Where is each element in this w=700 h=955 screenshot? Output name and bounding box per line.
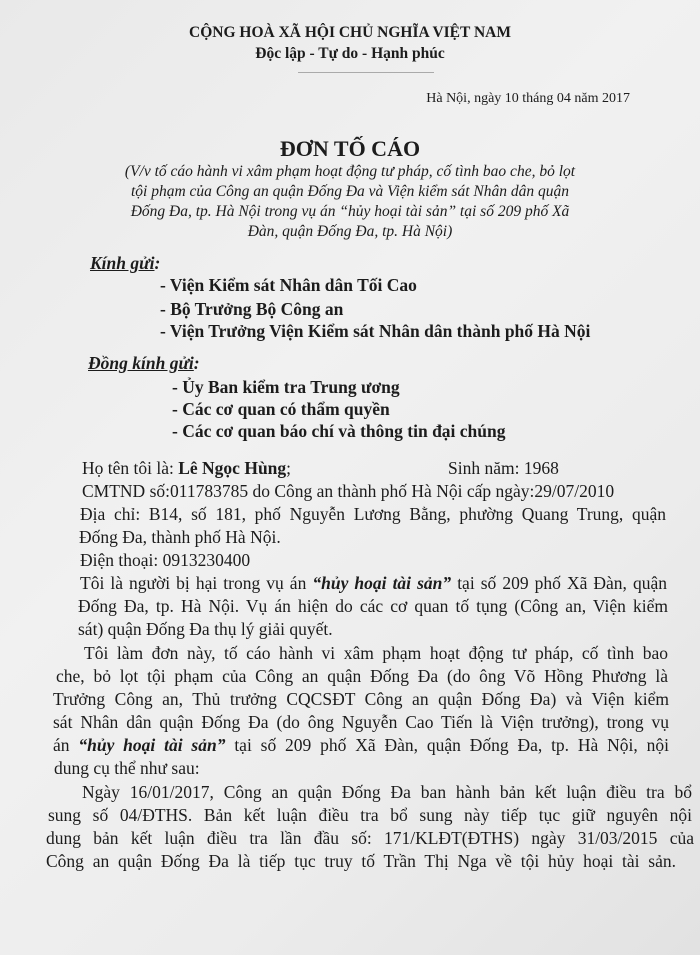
body-line: Công an quận Đống Đa là tiếp tục truy tố Trần Thị Nga về tội hủy hoại tài sản. — [46, 851, 676, 871]
phone-line: Điện thoại: 0913230400 — [80, 550, 251, 570]
recipient-item: - Viện Kiểm sát Nhân dân Tối Cao — [160, 275, 417, 295]
cc-label: Đồng kính gửi: — [88, 353, 200, 373]
body-line: Trưởng Công an, Thủ trưởng CQCSĐT Công an quận Đống Đa) và Viện kiểm — [53, 689, 669, 709]
subtitle-line: (V/v tố cáo hành vi xâm phạm hoạt động tư pháp, cố tình bao che, bỏ lọt — [124, 163, 576, 180]
recipient-item: - Bộ Trưởng Bộ Công an — [160, 299, 344, 319]
birth-year: Sinh năm: 1968 — [448, 458, 559, 478]
body-line: che, bỏ lọt tội phạm của Công an quận Đống Đa (do ông Võ Hồng Phương là — [56, 666, 668, 686]
body-line: dung bản kết luận điều tra lần đầu số: 171/KLĐT(ĐTHS) ngày 31/03/2015 của — [46, 828, 694, 848]
cc-item: - Các cơ quan báo chí và thông tin đại chúng — [172, 421, 506, 441]
body-line: sung số 04/ĐTHS. Bản kết luận điều tra bổ sung này tiếp tục giữ nguyên nội — [48, 805, 692, 825]
body-line: Đống Đa, tp. Hà Nội. Vụ án hiện do các cơ quan tố tụng (Công an, Viện kiểm — [78, 596, 668, 616]
subtitle-line: Đống Đa, tp. Hà Nội trong vụ án “hủy hoại tài sản” tại số 209 phố Xã — [130, 203, 570, 220]
cc-item: - Các cơ quan có thẩm quyền — [172, 399, 390, 419]
body-line: Tôi làm đơn này, tố cáo hành vi xâm phạm hoạt động tư pháp, cố tình bao — [84, 643, 668, 663]
motto: Độc lập - Tự do - Hạnh phúc — [255, 45, 445, 62]
document-title: ĐƠN TỐ CÁO — [279, 136, 421, 161]
address-line: Địa chỉ: B14, số 181, phố Nguyễn Lương Bằng, phường Quang Trung, quận — [80, 504, 666, 524]
name-line: Họ tên tôi là: Lê Ngọc Hùng; — [82, 458, 292, 478]
date-line: Hà Nội, ngày 10 tháng 04 năm 2017 — [426, 91, 630, 106]
subtitle-line: tội phạm của Công an quận Đống Đa và Viện kiểm sát Nhân dân quận — [131, 183, 569, 200]
cc-item: - Ủy Ban kiểm tra Trung ương — [172, 377, 400, 397]
body-line: Tôi là người bị hại trong vụ án “hủy hoại tài sản” tại số 209 phố Xã Đàn, quận — [80, 573, 667, 593]
body-line: sát Nhân dân quận Đống Đa (do ông Nguyễn Cao Tiến là Viện trưởng), trong vụ — [53, 712, 669, 732]
recipient-item: - Viện Trưởng Viện Kiểm sát Nhân dân thành phố Hà Nội — [160, 321, 591, 341]
subtitle-line: Đàn, quận Đống Đa, tp. Hà Nội) — [247, 223, 453, 240]
body-line: Ngày 16/01/2017, Công an quận Đống Đa ban hành bản kết luận điều tra bổ — [82, 782, 692, 802]
body-line: án “hủy hoại tài sản” tại số 209 phố Xã Đàn, quận Đống Đa, tp. Hà Nội, nội — [53, 735, 669, 755]
address-line: Đống Đa, thành phố Hà Nội. — [79, 527, 281, 547]
recipients-label: Kính gửi: — [90, 253, 161, 273]
id-line: CMTND số:011783785 do Công an thành phố Hà Nội cấp ngày:29/07/2010 — [82, 481, 615, 501]
divider — [298, 72, 434, 73]
body-line: dung cụ thể như sau: — [54, 758, 200, 778]
body-line: sát) quận Đống Đa thụ lý giải quyết. — [78, 619, 333, 639]
nation-header: CỘNG HOÀ XÃ HỘI CHỦ NGHĨA VIỆT NAM — [189, 24, 511, 41]
